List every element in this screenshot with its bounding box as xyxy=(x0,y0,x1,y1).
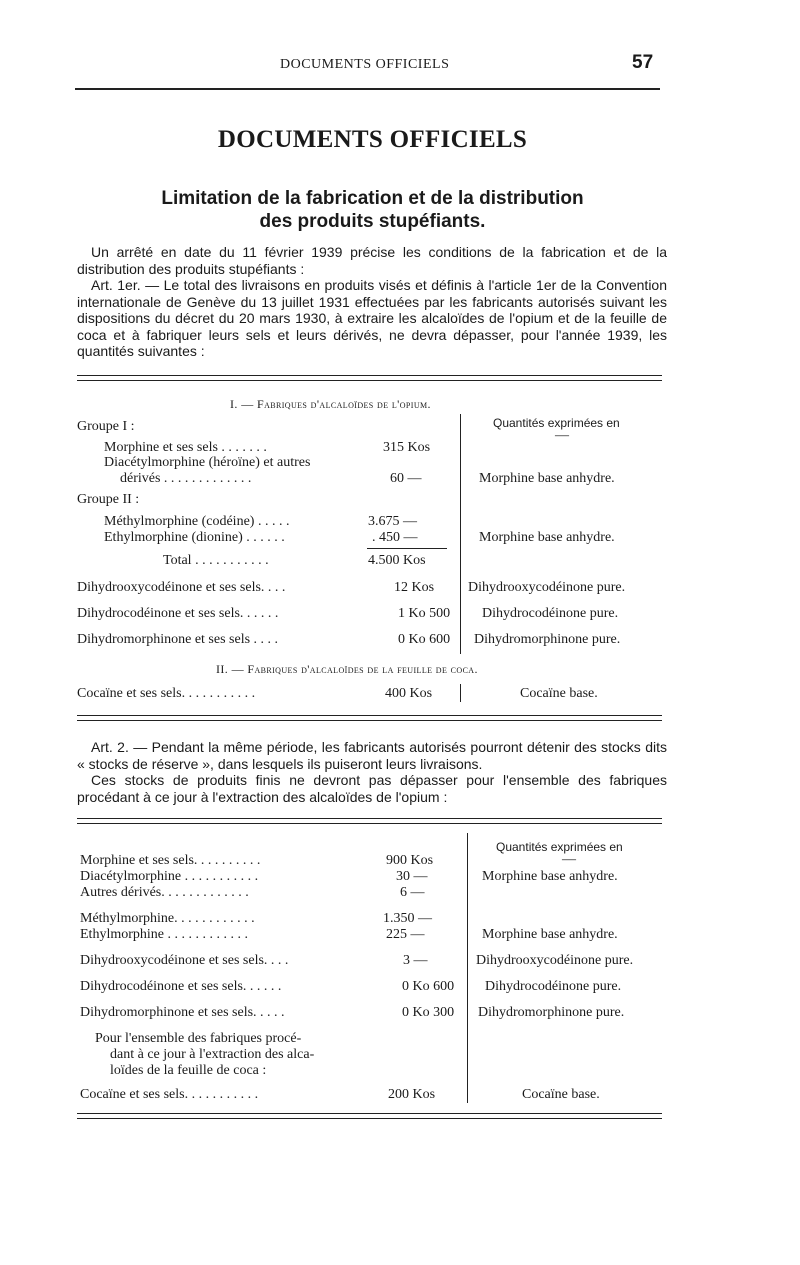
subtitle-line-1: Limitation de la fabrication et de la distribution xyxy=(161,188,584,209)
t2-cocaine-qty: 200 Kos xyxy=(388,1087,436,1102)
intro-paragraph: Un arrêté en date du 11 février 1939 précise les conditions de la fabrication et de la distribution des produits stupéfiants : xyxy=(77,244,667,277)
t2-diacetyl-qty: 30 — xyxy=(396,869,428,884)
table1-rule-top xyxy=(77,375,662,376)
cocaine-qty: 400 Kos xyxy=(385,686,433,701)
t2-methyl-qty: 1.350 — xyxy=(383,911,432,926)
t2-cocaine-label: Cocaïne et ses sels. . . . . . . . . . . xyxy=(80,1087,259,1102)
table1-cocaine-divider xyxy=(460,684,461,702)
t2-autres-qty: 6 — xyxy=(400,885,425,900)
page-number: 57 xyxy=(632,52,654,73)
dihydrocod-qty: 1 Ko 500 xyxy=(398,606,451,621)
table2-rule-top xyxy=(77,818,662,819)
t2-autres-label: Autres dérivés. . . . . . . . . . . . . xyxy=(80,885,249,900)
t2-ethyl-label: Ethylmorphine . . . . . . . . . . . . xyxy=(80,927,248,942)
diacetyl-label-2: dérivés . . . . . . . . . . . . . xyxy=(120,471,252,486)
morphine-qty: 315 Kos xyxy=(383,440,431,455)
dihydromorph-qty: 0 Ko 600 xyxy=(398,632,451,647)
t2-coca-intro-2: dant à ce jour à l'extraction des alca- xyxy=(110,1047,315,1062)
t2-dihydrocod-label: Dihydrocodéinone et ses sels. . . . . . xyxy=(80,979,282,994)
total-label: Total . . . . . . . . . . . xyxy=(163,553,269,568)
intro-text xyxy=(77,244,667,360)
t2-ethyl-qty: 225 — xyxy=(386,927,425,942)
table2-column-dash: — xyxy=(562,852,576,867)
table1-column-header: Quantités exprimées en xyxy=(493,416,620,430)
diacetyl-qty: 60 — xyxy=(390,471,422,486)
dihydrocod-unit: Dihydrocodéinone pure. xyxy=(482,606,619,621)
t2-dihydrooxy-label: Dihydrooxycodéinone et ses sels. . . . xyxy=(80,953,289,968)
article-2-paragraph-2: Ces stocks de produits finis ne devront pas dépasser pour l'ensemble des fabriques procédant à ce jour à l'extraction des alcaloïdes de l'opium : xyxy=(77,772,667,805)
dihydrooxy-qty: 12 Kos xyxy=(394,580,435,595)
ethylmorphine-qty: . 450 — xyxy=(372,530,418,545)
t2-unit-a: Morphine base anhydre. xyxy=(482,869,618,884)
t2-coca-intro-1: Pour l'ensemble des fabriques procé- xyxy=(95,1031,302,1046)
dihydrooxy-unit: Dihydrooxycodéinone pure. xyxy=(468,580,626,595)
cocaine-label: Cocaïne et ses sels. . . . . . . . . . . xyxy=(77,686,256,701)
t2-morphine-label: Morphine et ses sels. . . . . . . . . . xyxy=(80,853,261,868)
page-title: DOCUMENTS OFFICIELS xyxy=(217,126,528,153)
running-title: DOCUMENTS OFFICIELS xyxy=(280,57,450,72)
article-1 xyxy=(77,277,667,360)
table1-section1-heading: I. — Fabriques d'alcaloïdes de l'opium. xyxy=(230,397,431,411)
article-2-paragraph-1: Art. 2. — Pendant la même période, les fabricants autorisés pourront détenir des stocks dits « stocks de réserve », dans lesquels ils puiseront leurs livraisons. xyxy=(77,739,667,772)
t2-dihydromorph-qty: 0 Ko 300 xyxy=(402,1005,455,1020)
table1-rule-bottom-2 xyxy=(77,720,662,721)
t2-morphine-qty: 900 Kos xyxy=(386,853,434,868)
table2-rule-bottom-2 xyxy=(77,1118,662,1119)
groupe-1-label: Groupe I : xyxy=(77,419,135,434)
t2-coca-intro-3: loïdes de la feuille de coca : xyxy=(110,1063,267,1078)
table2-rule-top-2 xyxy=(77,823,662,824)
morphine-label: Morphine et ses sels . . . . . . . xyxy=(104,440,267,455)
table2-column-header: Quantités exprimées en xyxy=(496,840,623,854)
dihydromorph-unit: Dihydromorphinone pure. xyxy=(474,632,621,647)
t2-dihydrocod-qty: 0 Ko 600 xyxy=(402,979,455,994)
table1-rule-top-2 xyxy=(77,380,662,381)
article-1-text: — Le total des livraisons en produits visés et définis à l'article 1er de la Convention internationale de Genève du 13 juillet 1931 effectuées par les fabricants autorisés suivant les dispositions du décret du 20 mars 1930, à extraire les alcaloïdes de l'opium et de la feuille de coca et à fabriquer leurs sels et leurs dérivés, ne devra dépasser, pour l'année 1939, les quantités suivantes : xyxy=(77,277,668,359)
groupe-2-label: Groupe II : xyxy=(77,492,140,507)
t2-unit-b: Morphine base anhydre. xyxy=(482,927,618,942)
table1-column-dash: — xyxy=(555,428,569,443)
table1-section2-heading: II. — Fabriques d'alcaloïdes de la feuille de coca. xyxy=(216,662,478,676)
cocaine-unit: Cocaïne base. xyxy=(520,686,598,701)
dihydrocod-label: Dihydrocodéinone et ses sels. . . . . . xyxy=(77,606,279,621)
header-rule xyxy=(75,88,660,90)
table1-column-divider xyxy=(460,414,461,654)
total-underline xyxy=(367,548,447,549)
t2-dihydrooxy-qty: 3 — xyxy=(403,953,428,968)
table2-rule-bottom xyxy=(77,1113,662,1114)
total-qty: 4.500 Kos xyxy=(368,553,426,568)
t2-dihydrocod-unit: Dihydrocodéinone pure. xyxy=(485,979,622,994)
diacetyl-label: Diacétylmorphine (héroïne) et autres xyxy=(104,455,311,470)
dihydrooxy-label: Dihydrooxycodéinone et ses sels. . . . xyxy=(77,580,286,595)
subtitle-line-2: des produits stupéfiants. xyxy=(259,211,486,232)
table2-column-divider xyxy=(467,833,468,1103)
dihydromorph-label: Dihydromorphinone et ses sels . . . . xyxy=(77,632,279,647)
article-1-label: Art. 1er. xyxy=(91,277,141,293)
t2-diacetyl-label: Diacétylmorphine . . . . . . . . . . . xyxy=(80,869,259,884)
article-2-text xyxy=(77,739,667,805)
t2-cocaine-unit: Cocaïne base. xyxy=(522,1087,600,1102)
t2-methyl-label: Méthylmorphine. . . . . . . . . . . . xyxy=(80,911,255,926)
t2-dihydrooxy-unit: Dihydrooxycodéinone pure. xyxy=(476,953,634,968)
groupe-1-unit: Morphine base anhydre. xyxy=(479,471,615,486)
groupe-2-unit: Morphine base anhydre. xyxy=(479,530,615,545)
table1-rule-bottom xyxy=(77,715,662,716)
ethylmorphine-label: Ethylmorphine (dionine) . . . . . . xyxy=(104,530,285,545)
t2-dihydromorph-unit: Dihydromorphinone pure. xyxy=(478,1005,625,1020)
t2-dihydromorph-label: Dihydromorphinone et ses sels. . . . . xyxy=(80,1005,285,1020)
methylmorphine-label: Méthylmorphine (codéine) . . . . . xyxy=(104,514,290,529)
methylmorphine-qty: 3.675 — xyxy=(368,514,417,529)
